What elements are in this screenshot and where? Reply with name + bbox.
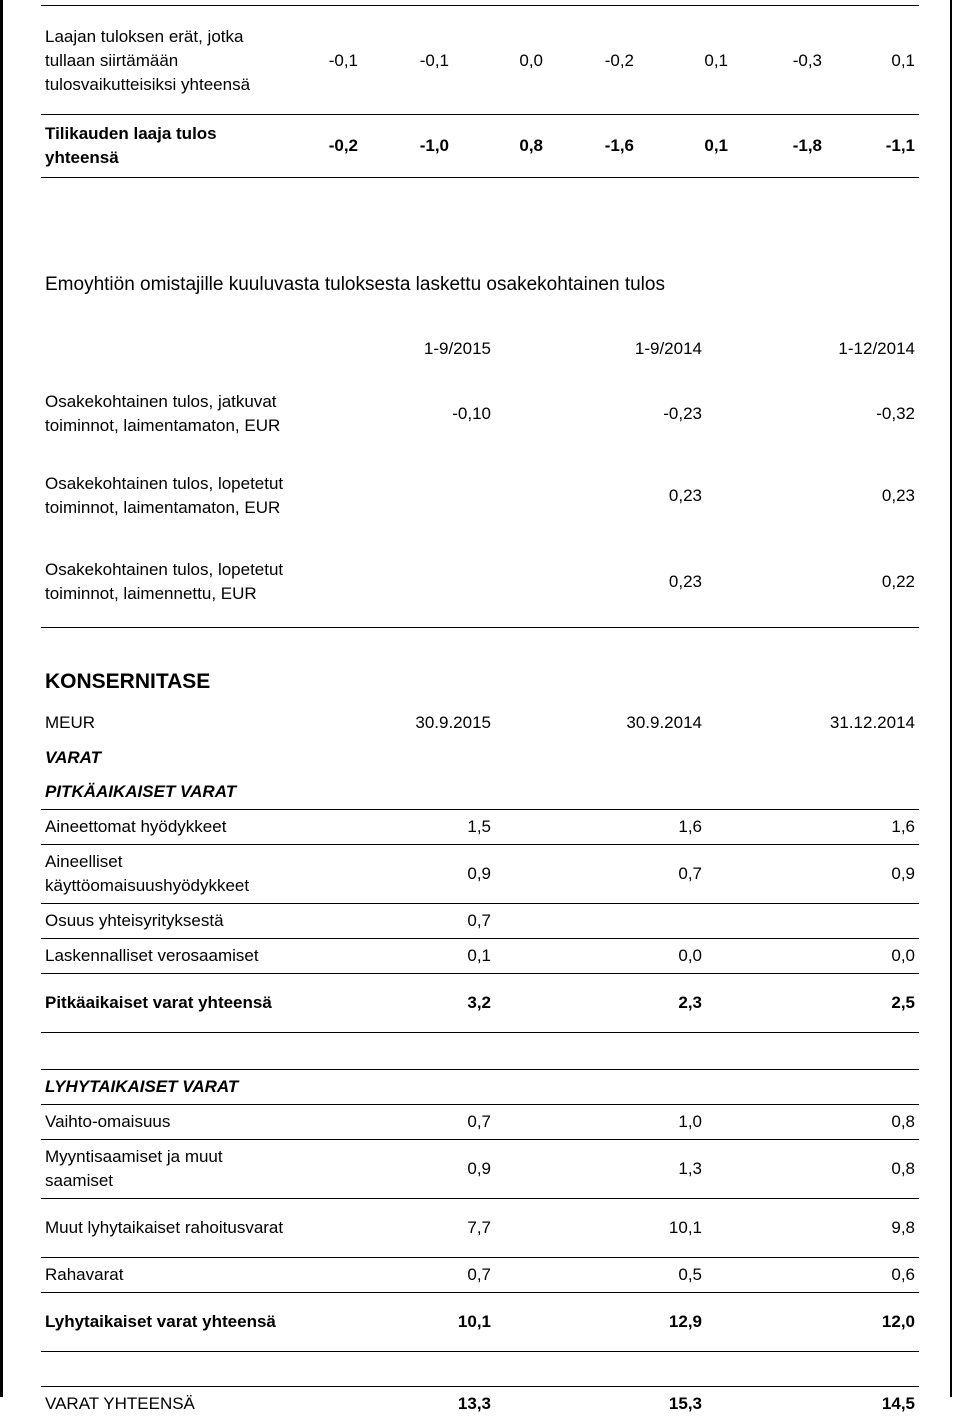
group-heading-row (41, 741, 919, 775)
cell-value: 0,7 (296, 1105, 495, 1140)
cell-value: -1,6 (547, 115, 638, 178)
cell-value: 0,1 (638, 6, 732, 115)
cell-value: 0,8 (706, 1140, 919, 1199)
group-heading: PITKÄAIKAISET VARAT (41, 775, 919, 810)
row-label: Rahavarat (41, 1258, 296, 1293)
row-label: Muut lyhytaikaiset rahoitusvarat (41, 1199, 296, 1258)
cell-value: 13,3 (296, 1387, 495, 1421)
cell-value: 3,2 (296, 974, 495, 1033)
column-header: 30.9.2015 (296, 705, 495, 741)
cell-value: 15,3 (495, 1387, 706, 1421)
cell-value: -0,32 (706, 373, 919, 455)
cell-value: 1,3 (495, 1140, 706, 1199)
table-row (41, 904, 919, 939)
row-label: Pitkäaikaiset varat yhteensä (41, 974, 296, 1033)
cell-value: 0,23 (495, 537, 706, 628)
cell-value: -1,8 (732, 115, 826, 178)
group-heading-row (41, 775, 919, 810)
eps-title: Emoyhtiön omistajille kuuluvasta tuloksesta laskettu osakekohtainen tulos (41, 273, 919, 297)
row-label: Vaihto-omaisuus (41, 1105, 296, 1140)
grand-total-row (41, 1387, 919, 1421)
cell-value: 2,3 (495, 974, 706, 1033)
cell-value: 12,0 (706, 1293, 919, 1352)
table-row (41, 115, 919, 178)
cell-value: 0,1 (638, 115, 732, 178)
spacer-row (41, 1033, 919, 1070)
cell-value: -0,2 (547, 6, 638, 115)
cell-value: 0,8 (706, 1105, 919, 1140)
row-label: VARAT YHTEENSÄ (41, 1387, 296, 1421)
comprehensive-income-table (41, 5, 919, 178)
cell-value (305, 537, 495, 628)
row-label: Lyhytaikaiset varat yhteensä (41, 1293, 296, 1352)
table-row (41, 810, 919, 845)
unit-label: MEUR (41, 705, 296, 741)
cell-value: 0,7 (495, 845, 706, 904)
cell-value: -0,1 (362, 6, 453, 115)
row-label: Laajan tuloksen erät, jotka tullaan siirtämään tulosvaikutteisiksi yhteensä (41, 6, 274, 115)
cell-value (495, 904, 706, 939)
table-row (41, 1199, 919, 1258)
cell-value: -0,1 (274, 6, 362, 115)
table-row (41, 845, 919, 904)
column-header: 31.12.2014 (706, 705, 919, 741)
cell-value: 7,7 (296, 1199, 495, 1258)
group-heading: VARAT (41, 741, 919, 775)
row-label: Laskennalliset verosaamiset (41, 939, 296, 974)
table-row (41, 6, 919, 115)
cell-value: 0,0 (495, 939, 706, 974)
cell-value: -0,2 (274, 115, 362, 178)
table-row (41, 1105, 919, 1140)
cell-value: 0,0 (453, 6, 547, 115)
column-header: 1-12/2014 (706, 325, 919, 373)
cell-value: -0,23 (495, 373, 706, 455)
cell-value: 10,1 (296, 1293, 495, 1352)
cell-value: 0,1 (296, 939, 495, 974)
spacer-row (41, 1352, 919, 1387)
cell-value: 0,6 (706, 1258, 919, 1293)
document-page (41, 0, 919, 1421)
cell-value (305, 455, 495, 537)
cell-value: 0,7 (296, 1258, 495, 1293)
page-border-right (950, 0, 952, 1397)
column-header: 30.9.2014 (495, 705, 706, 741)
row-label: Osuus yhteisyrityksestä (41, 904, 296, 939)
cell-value: 14,5 (706, 1387, 919, 1421)
balance-sheet-table (41, 705, 919, 1421)
table-row (41, 939, 919, 974)
cell-value: 9,8 (706, 1199, 919, 1258)
table-row (41, 373, 919, 455)
cell-value: 0,9 (296, 845, 495, 904)
cell-value: 0,22 (706, 537, 919, 628)
column-header: 1-9/2015 (305, 325, 495, 373)
row-label: Tilikauden laaja tulos yhteensä (41, 115, 274, 178)
cell-value: 0,0 (706, 939, 919, 974)
cell-value: -0,10 (305, 373, 495, 455)
total-row (41, 1293, 919, 1352)
row-label: Osakekohtainen tulos, jatkuvat toiminnot, laimentamaton, EUR (41, 373, 305, 455)
cell-value: 0,8 (453, 115, 547, 178)
table-header-row (41, 325, 919, 373)
eps-table (41, 325, 919, 628)
row-label: Aineelliset käyttöomaisuushyödykkeet (41, 845, 296, 904)
table-header-row (41, 705, 919, 741)
cell-value: 12,9 (495, 1293, 706, 1352)
cell-value: 0,9 (296, 1140, 495, 1199)
page-border-left (0, 0, 3, 1397)
cell-value: 10,1 (495, 1199, 706, 1258)
table-row (41, 1258, 919, 1293)
cell-value: 1,0 (495, 1105, 706, 1140)
cell-value: 1,6 (495, 810, 706, 845)
row-label: Osakekohtainen tulos, lopetetut toiminnot, laimennettu, EUR (41, 537, 305, 628)
cell-value: -0,3 (732, 6, 826, 115)
group-heading-row (41, 1070, 919, 1105)
row-label: Osakekohtainen tulos, lopetetut toiminnot, laimentamaton, EUR (41, 455, 305, 537)
cell-value: 0,5 (495, 1258, 706, 1293)
cell-value: 0,7 (296, 904, 495, 939)
cell-value: 0,9 (706, 845, 919, 904)
table-row (41, 537, 919, 628)
cell-value (706, 904, 919, 939)
section-title: KONSERNITASE (41, 669, 919, 695)
column-header: 1-9/2014 (495, 325, 706, 373)
cell-value: 1,5 (296, 810, 495, 845)
table-row (41, 1140, 919, 1199)
cell-value: 0,23 (495, 455, 706, 537)
cell-value: -1,1 (826, 115, 919, 178)
table-row (41, 455, 919, 537)
row-label: Aineettomat hyödykkeet (41, 810, 296, 845)
group-heading: LYHYTAIKAISET VARAT (41, 1070, 919, 1105)
cell-value: 1,6 (706, 810, 919, 845)
total-row (41, 974, 919, 1033)
cell-value: -1,0 (362, 115, 453, 178)
cell-value: 0,23 (706, 455, 919, 537)
row-label: Myyntisaamiset ja muut saamiset (41, 1140, 296, 1199)
cell-value: 2,5 (706, 974, 919, 1033)
cell-value: 0,1 (826, 6, 919, 115)
